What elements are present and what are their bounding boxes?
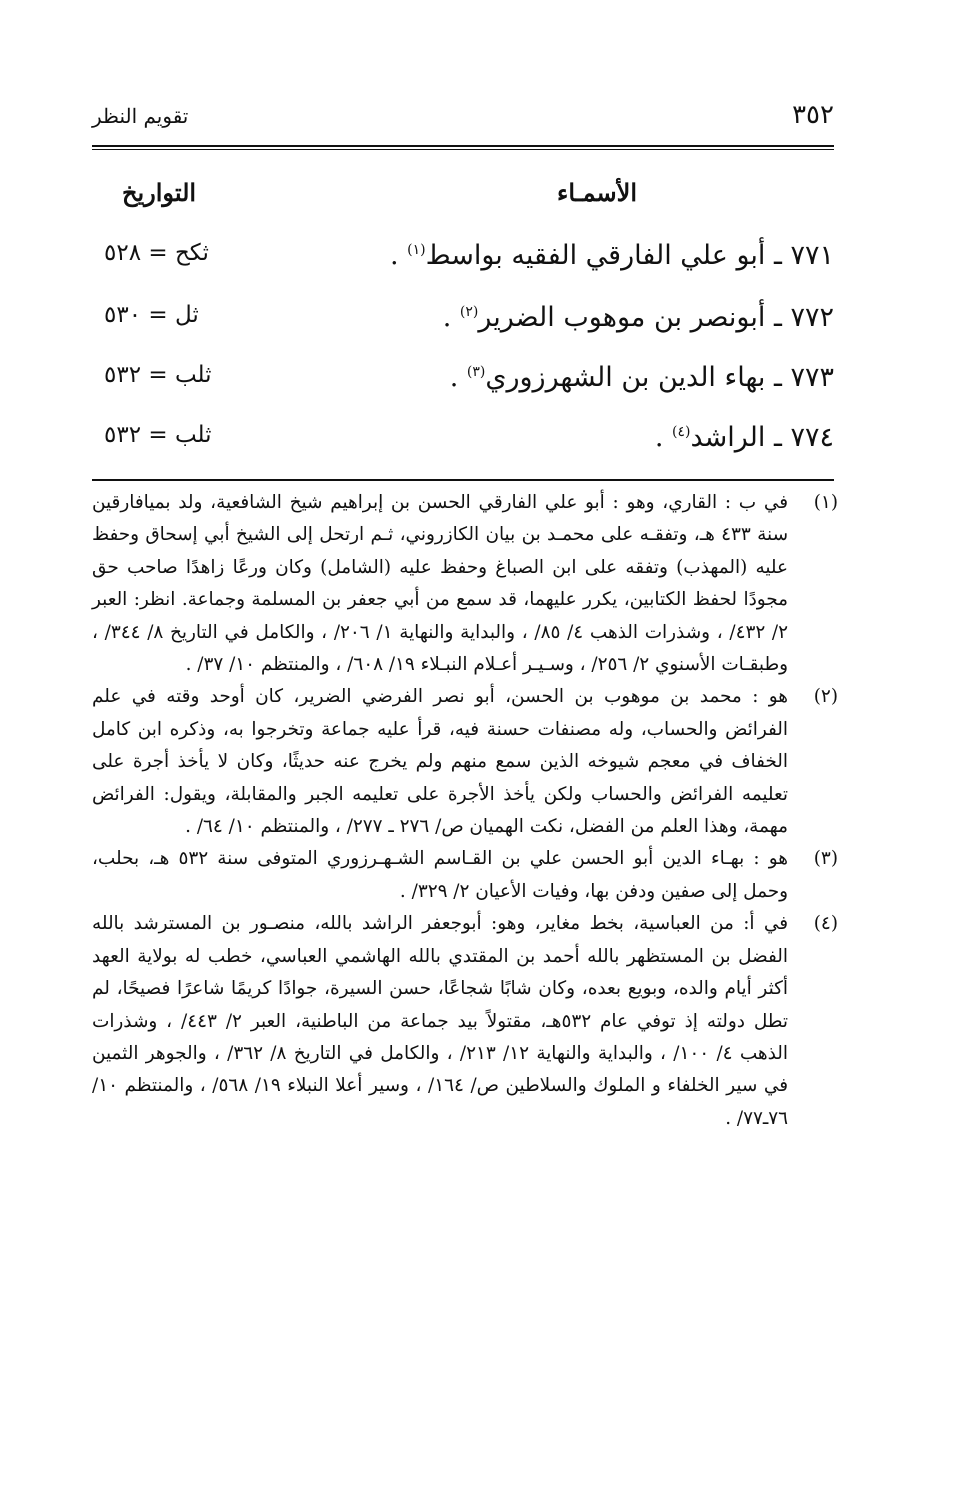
entry-date: ثلب = ٥٣٢: [104, 362, 212, 388]
footnote-2: [92, 681, 840, 843]
page-number: ٣٥٢: [792, 100, 834, 130]
footnote-ref: (١): [407, 242, 426, 258]
entry-774: [92, 422, 834, 466]
footnote-ref: (٤): [672, 424, 691, 440]
book-title: تقويم النظر: [92, 104, 189, 128]
footnote-number: (٤): [813, 913, 838, 935]
footnote-text: هو : محمد بن موهوب بن الحسن، أبو نصر الفرضي الضرير، كان أوحد وقته في علم الفرائض والحساب، وله مصنفات حسنة فيه، قرأ عليه جماعة وتخرجوا به، وذكره ابن كامل الخفاف في معجم شيوخه الذين سمع منهم ولم يخرج عنه حديثًا، وكان لا يأخذ أجرة على تعليمه الفرائض والحساب ولكن يأخذ الأجرة على تعليمه الجبر والمقابلة، ويقول: الفرائض مهمة، وهذا العلم من الفضل، نكت الهميان ص/ ٢٧٦ ـ ٢٧٧/ ، والمنتظم ١٠/ ٦٤/ .: [92, 686, 788, 838]
entry-773: [92, 362, 834, 406]
entry-name: ٧٧١ ـ أبو علي الفارقي الفقيه بواسط$^{(١)}$ .: [389, 240, 834, 271]
entry-name: ٧٧٣ ـ بهاء الدين بن الشهرزوري$^{(٣)}$ .: [449, 362, 834, 393]
entry-772: [92, 302, 834, 346]
footnote-separator: [92, 479, 834, 481]
names-column-heading: الأسمـاء: [557, 178, 637, 207]
footnote-ref: (٢): [459, 304, 479, 320]
running-header: [92, 100, 834, 136]
entry-name: ٧٧٢ ـ أبونصر بن موهوب الضرير$^{(٢)}$ .: [442, 302, 834, 333]
footnote-1: [92, 487, 840, 681]
footnote-number: (٣): [813, 848, 838, 870]
header-rule: [92, 145, 834, 147]
entry-date: ثل = ٥٣٠: [104, 302, 199, 328]
footnote-text: في أ: من العباسية، بخط مغاير، وهو: أبوجعفر الراشد بالله، منصـور بن المسترشد بالله الفضل بن المستظهر بالله أحمد بن المقتدي بالله الهاشمي العباسي، خطب له بولاية العهد أكثر أيام والده، وبويع بعده، وكان شابًا شجاعًا، حسن السيرة، جوادًا كريمًا شاعرًا فصيحًا، لم تطل دولته إذ توفي عام ٥٣٢هـ، مقتولاً بيد جماعة من الباطنية، العبر ٢/ ٤٤٣/ ، وشذرات الذهب ٤/ ١٠٠/ ، والبداية والنهاية ١٢/ ٢١٣/ ، والكامل في التاريخ ٨/ ٣٦٢/ ، والجوهر الثمين في سير الخلفاء و الملوك والسلاطين ص/ ١٦٤/ ، وسير أعلا النبلاء ١٩/ ٥٦٨/ ، والمنتظم ١٠/ ٧٦ـ٧٧/ .: [92, 913, 789, 1129]
footnote-number: (٢): [813, 686, 838, 708]
entry-771: [92, 240, 834, 284]
footnote-number: (١): [813, 492, 838, 513]
footnote-3: [92, 843, 840, 908]
footnotes: [92, 487, 840, 1135]
footnote-text: في ب : القاري، وهو : أبو علي الفارقي الحسن بن إبراهيم شيخ الشافعية، ولد بميافارقين سنة ٤٣٣ هـ، وتفقـه على محمـد بن بيان الكازروني، ثـم ارتحل إلى الشيخ أبي إسحاق وحفظ عليه (المهذب) وتفقه على ابن الصباغ وحفظ عليه (الشامل) وكان ورعًا زاهدًا صاحب حق مجودًا لحفظ الكتابين، يكرر عليهما، قد سمع من أبي جعفر بن المسلمة وجماعة. انظر: العبر ٢/ ٤٣٢/ ، وشذرات الذهب ٤/ ٨٥/ ، والبداية والنهاية ١/ ٢٠٦/ ، والكامل في التاريخ ٨/ ٣٤٤/ ، وطبقـات الأسنوي ٢/ ٢٥٦/ ، وسـيـر أعـلام النبـلاء ١٩/ ٦٠٨/ ، والمنتظم ١٠/ ٣٧/ .: [92, 492, 789, 676]
entry-date: ثكح = ٥٢٨: [104, 240, 209, 266]
footnote-4: [92, 908, 840, 1135]
header-rule-thin: [92, 149, 834, 150]
dates-column-heading: التواريخ: [122, 178, 197, 207]
entry-name: ٧٧٤ ـ الراشد$^{(٤)}$ .: [654, 422, 834, 453]
footnote-text: هو : بهـاء الدين أبو الحسن علي بن القـاسم الشـهـرزوري المتوفى سنة ٥٣٢ هـ، بحلب، وحمل إلى صفين ودفن بها، وفيات الأعيان ٢/ ٣٢٩/ .: [92, 848, 788, 902]
entry-date: ثلب = ٥٣٢: [104, 422, 212, 448]
footnote-ref: (٣): [466, 364, 486, 380]
